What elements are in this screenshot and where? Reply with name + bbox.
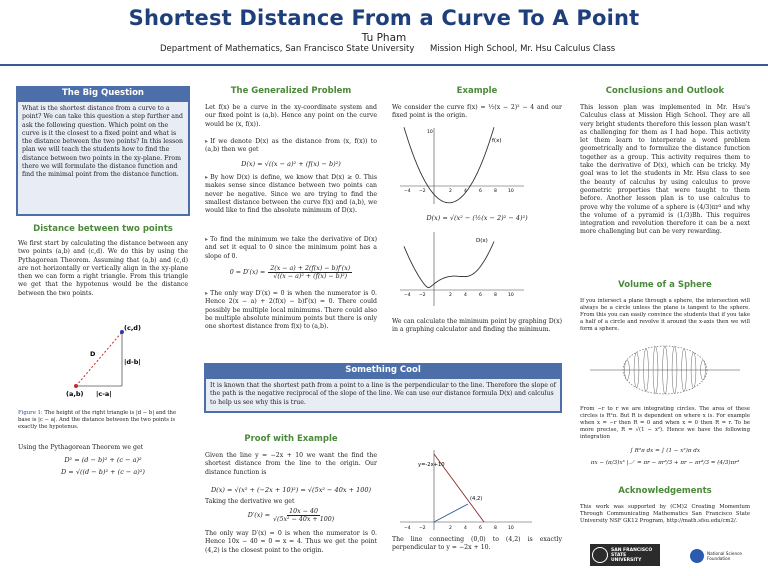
y-tick-10: 10: [427, 130, 433, 135]
line-label: y=-2x+10: [418, 462, 445, 468]
x-tick: 6: [479, 526, 482, 531]
label-ab: (a,b): [66, 390, 84, 398]
x-tick: 4: [464, 293, 467, 298]
example-distance-eq: D(x) = √(x² − (½(x − 2)² − 4)²): [426, 214, 528, 222]
example-graph-fx: [396, 124, 526, 206]
proof-heading: Proof with Example: [244, 434, 338, 444]
generalized-bullet-4: [205, 290, 377, 331]
x-tick: −2: [419, 526, 426, 531]
point-ab: [74, 384, 78, 388]
derivative-eq-lhs: 0 = D′(x) =: [229, 269, 266, 276]
proof-text: Given the line y = −2x + 10 we want the find the shortest distance from the line to the origin. Our distance function is: [205, 452, 377, 476]
example-heading: Example: [456, 86, 498, 96]
generalized-bullet-3-text: To find the minimum we take the derivative of D(x) and set it equal to 0 since the minimum point has a slope of 0.: [205, 236, 377, 260]
proof-derivative-lhs: D′(x) =: [247, 512, 271, 519]
x-tick: 10: [508, 189, 514, 194]
x-tick: 8: [494, 293, 497, 298]
affiliation-university: Department of Mathematics, San Francisco State University: [160, 44, 415, 54]
big-question-heading: The Big Question: [16, 86, 190, 100]
big-question-block: [16, 86, 190, 216]
something-cool-heading: Something Cool: [204, 363, 562, 377]
x-tick: 10: [508, 293, 514, 298]
x-tick: −2: [419, 189, 426, 194]
author-name: Tu Pham: [361, 32, 407, 44]
x-tick: −4: [404, 526, 411, 531]
figure-1-caption: [18, 410, 188, 431]
distance-function-eq: D(x) = √((x − a)² + (f(x) − b)²): [241, 160, 341, 168]
dx-label: D(x): [476, 238, 488, 244]
sphere-figure: [580, 332, 750, 402]
bullet-marker: ▸: [205, 174, 209, 181]
x-tick: 8: [494, 526, 497, 531]
nsf-logo: [690, 546, 750, 566]
distance-two-points-text: We first start by calculating the distance between any two points (a,b) and (c,d). We do this by using the Pythagorean Theorem. Assuming that (a,b) and (c,d) are not horizontally or vertically align in the xy-plane then we can form a right triangle. From this triangle we get that the hypotenus would be the distance between the two points.: [18, 240, 188, 297]
nsf-globe-icon: [690, 549, 704, 563]
sfsu-logo-text: SAN FRANCISCO STATE UNIVERSITY: [611, 547, 653, 563]
sphere-text: If you intersect a plane through a sphere, the intersection will always be a circle unless the plane is tangent to the sphere. From this you can easily convince the students that if you take a half of a circle and revolve it around the x-axis then we will form a sphere.: [580, 298, 750, 332]
dx-curve: [404, 242, 494, 288]
proof-derivative-numerator: 10x − 40: [289, 508, 319, 515]
x-tick: 2: [449, 189, 452, 194]
acknowledgements-text: This work was supported by (CM)2 Creating Momentum Through Communicating Mathematics San Francisco State University NSF GK12 Program, http://math.sfsu.edu/cm2/.: [580, 504, 750, 524]
generalized-bullet-1: [205, 138, 377, 155]
generalized-intro: Let f(x) be a curve in the xy-coordinate system and our fixed point is (a,b). Hence any point on the curve would be (x, f(x)).: [205, 104, 377, 128]
point-label: (4,2): [470, 496, 483, 502]
something-cool-block: [204, 363, 562, 413]
x-tick: 6: [479, 293, 482, 298]
proof-text-2: Taking the derivative we get: [205, 498, 295, 505]
sfsu-seal-icon: [592, 547, 608, 563]
pythagorean-eq-2: D = √((d − b)² + (c − a)²): [61, 468, 145, 476]
x-tick-labels: [404, 292, 514, 298]
sphere-heading: Volume of a Sphere: [618, 280, 712, 290]
figure-1-caption-label: Figure 1:: [18, 410, 43, 416]
bullet-marker: ▸: [205, 236, 209, 243]
label-hyp: D: [90, 350, 96, 358]
x-tick: −4: [404, 189, 411, 194]
generalized-bullet-2-text: By how D(x) is define, we know that D(x) ≥ 0. This makes sense since distance between two points can never be negative. Since we are trying to find the smallest distance between the curve f(x) and (a,b), we would like to find the absolute minimum of D(x).: [205, 174, 377, 215]
generalized-bullet-3: [205, 236, 377, 261]
label-horizontal: |c-a|: [96, 390, 112, 398]
something-cool-text: It is known that the shortest path from a point to a line is the perpendicular to the line. Therefore the slope of the path is the negative reciprocal of the slope of the line. We can use our distance formula D(x) and calculus to help us see why this is true.: [204, 377, 562, 413]
proof-distance-eq: D(x) = √(x² + (−2x + 10)²) = √(5x² − 40x + 100): [210, 486, 372, 494]
proof-derivative-fraction: [273, 508, 334, 523]
acknowledgements-heading: Acknowledgements: [618, 486, 712, 496]
label-cd: (c,d): [124, 324, 141, 332]
x-tick: −2: [419, 293, 426, 298]
derivative-numerator: 2(x − a) + 2(f(x) − b)f′(x): [270, 265, 351, 272]
nsf-logo-text: National Science Foundation: [707, 551, 743, 561]
distance-two-points-heading: Distance between two points: [33, 224, 173, 234]
sphere-text-2: From −r to r we are integrating circles. The area of these circles is R²π. But R is dependent on where x is. For example when x = −r then R = 0 and when x = 0 then R = r. To be more precise, R = √(1 − x²). Hence we have the following integration: [580, 406, 750, 440]
x-tick: 8: [494, 189, 497, 194]
x-tick: 4: [464, 189, 467, 194]
derivative-denominator: √((x − a)² + (f(x) − b)²): [273, 273, 348, 280]
x-tick: 2: [449, 526, 452, 531]
pythagorean-eq-1: D² = (d − b)² + (c − a)²: [64, 456, 142, 464]
x-tick: 2: [449, 293, 452, 298]
affiliation-school: Mission High School, Mr. Hsu Calculus Class: [430, 44, 616, 54]
big-question-text: What is the shortest distance from a curve to a point? We can take this question a step further and ask the following question. Which point on the curve is it the closest to a fixed point and what is the distance between the two points? In this lesson plan we will teach the students how to find the distance between two points in the xy-plane. From there we will formulate the distance function and find the minimal point from the distance function.: [16, 100, 190, 216]
proof-derivative-eq: [205, 508, 377, 523]
pythagorean-text: Using the Pythagorean Theorem we get: [18, 444, 144, 451]
generalized-heading: The Generalized Problem: [230, 86, 352, 96]
bullet-marker: ▸: [205, 290, 209, 297]
header-rule: [0, 64, 768, 66]
conclusions-text: This lesson plan was implemented in Mr. Hsu's Calculus class at Mission High School. They are all very bright students therefore this lesson plan wasn't as challenging for them as I had hope. This activity let them learn to interperate a word problem geometrically and to formulize the distance function together as a group. This activity requires them to take the derivative of D(x), which can be tricky. My goal was to let the students in Mr. Hsu class to see the beauty of calculus by using calculus to prove geometric properties that were taught to them before. Another lesson plan is to use calculus to prove why the volume of a sphere is (4/3)πr³ and why the volume of a pyramid is (1/3)Bh. This requires integration and revolution therefore it can be a next more challenging but can be very rewarding.: [580, 104, 750, 236]
label-vertical: |d-b|: [124, 358, 141, 366]
right-triangle-figure: [60, 318, 150, 400]
generalized-bullet-4-text: The only way D′(x) = 0 is when the numerator is 0. Hence 2(x − a) + 2(f(x) − b)f′(x) = 0. There could possibly be multiple local minimums. There could also be multiple absolute minimum points but there is only one shortest distance from f(x) to (a,b).: [205, 290, 377, 331]
derivative-fraction: [268, 265, 352, 280]
x-tick-labels: [404, 525, 514, 531]
bullet-marker: ▸: [205, 138, 209, 145]
proof-line-graph: [396, 446, 536, 532]
sphere-integral-eq-2: πx − (π/3)x³ |₋ᵣʳ = πr − πr³/3 + πr − πr³/3 = (4/3)πr³: [590, 460, 740, 466]
x-tick: 4: [464, 526, 467, 531]
x-tick-labels: [404, 188, 514, 194]
derivative-eq: [205, 265, 377, 280]
x-tick: 10: [508, 526, 514, 531]
example-text: We consider the curve f(x) = ½(x − 2)² − 4 and our fixed point is the origin.: [392, 104, 562, 120]
poster-title: Shortest Distance From a Curve To A Point: [128, 6, 640, 30]
proof-text-3: The only way D′(x) = 0 is when the numerator is 0. Hence 10x − 40 = 0 ⇒ x = 4. Thus we get the point (4,2) is the closest point to the origin.: [205, 530, 377, 554]
generalized-bullet-1-text: If we denote D(x) as the distance from (x, f(x)) to (a,b) then we get: [205, 138, 377, 154]
x-tick: −4: [404, 293, 411, 298]
fx-label: f(x): [492, 138, 502, 144]
proof-text-4: The line connecting (0,0) to (4,2) is exactly perpendicular to y = −2x + 10.: [392, 536, 562, 552]
hypotenuse-line: [76, 332, 122, 386]
generalized-bullet-2: [205, 174, 377, 215]
sphere-integral-eq-1: ∫ R²π dx = ∫ (1 − x²)π dx: [629, 448, 701, 454]
example-graph-dx: [396, 228, 526, 308]
conclusions-heading: Conclusions and Outlook: [605, 86, 725, 96]
figure-1-caption-text: The height of the right triangle is |d − b| and the base is |c − a|. And the distance between the two points is exactly the hypotenus.: [18, 410, 177, 430]
sfsu-logo: [590, 544, 660, 566]
perpendicular-segment: [434, 504, 468, 522]
x-tick: 6: [479, 189, 482, 194]
proof-derivative-denominator: √(5x² − 40x + 100): [273, 516, 335, 523]
example-text-2: We can calculate the minimum point by graphing D(x) in a graphing calculator and finding the minimum.: [392, 318, 562, 334]
